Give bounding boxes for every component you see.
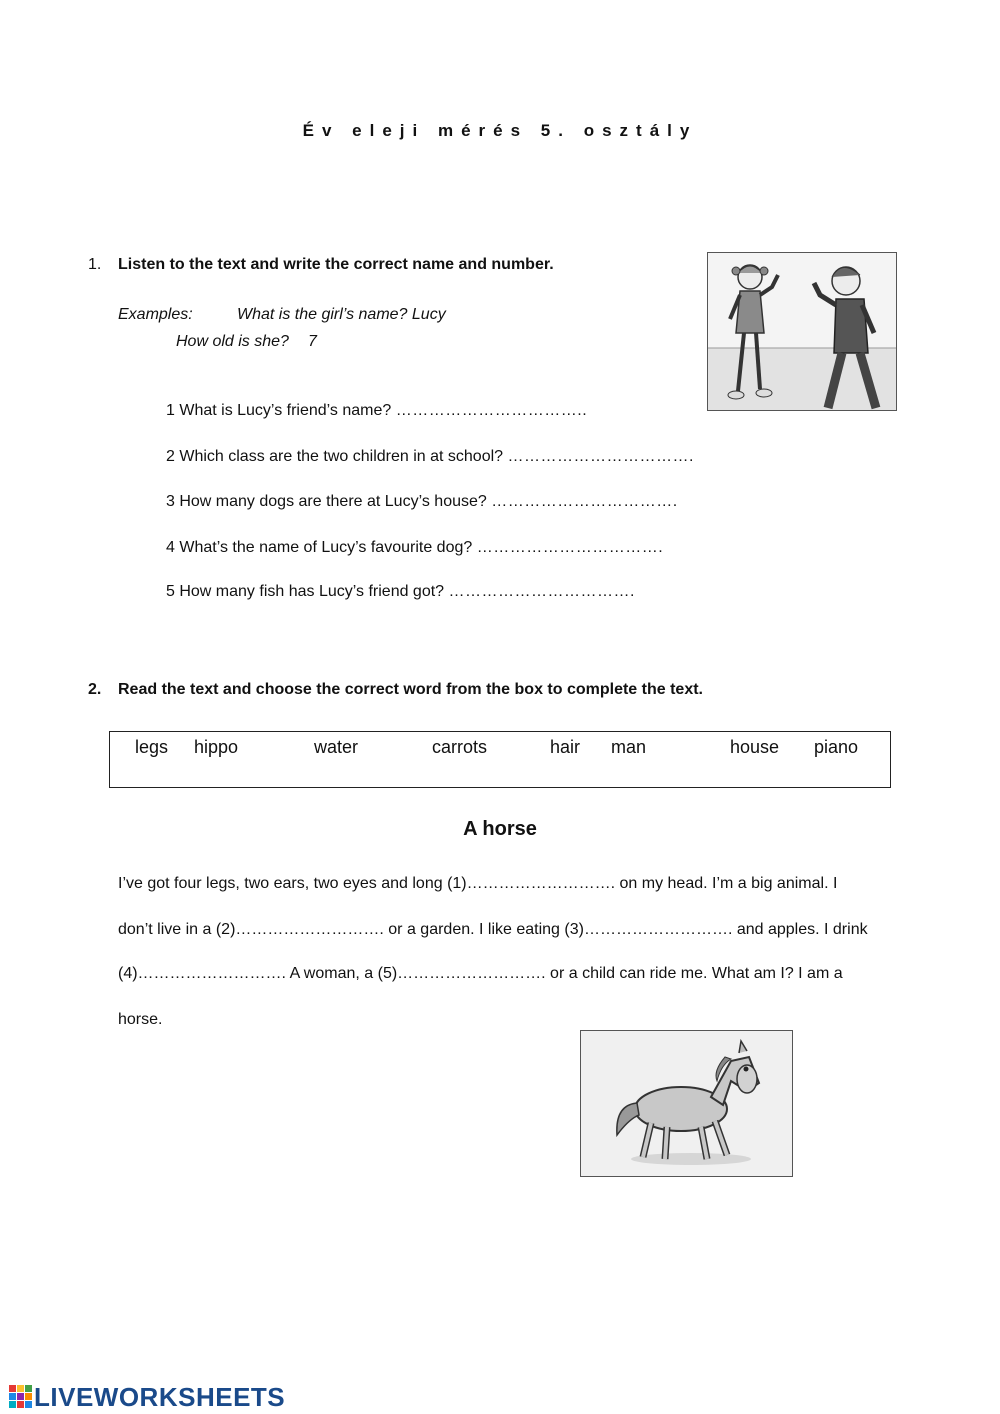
word-box-item: piano xyxy=(814,737,859,757)
word-box-item: hair xyxy=(550,737,581,757)
item-text: 3 How many dogs are there at Lucy’s house? xyxy=(166,493,487,510)
text-line: I’ve got four legs, two ears, two eyes and long (1)………………………. on my head. I’m a big animal. I xyxy=(118,875,838,892)
word-box-item: legs xyxy=(135,737,169,757)
text-line: don’t live in a (2)………………………. or a garden. I like eating (3)………………………. and apples. I drink xyxy=(118,921,868,938)
word-box-item: hippo xyxy=(194,737,239,757)
question-1-item xyxy=(166,402,587,420)
page-title: Év eleji mérés 5. osztály xyxy=(302,121,698,140)
question-2-instruction: Read the text and choose the correct word from the box to complete the text. xyxy=(118,681,703,698)
text-heading: A horse xyxy=(463,818,537,840)
children-waving-illustration xyxy=(707,252,897,411)
word-box-item: house xyxy=(730,737,780,757)
examples-label: Examples: xyxy=(118,306,193,323)
answer-blank[interactable]: ……………………………. xyxy=(448,583,635,600)
text-line: horse. xyxy=(118,1011,163,1028)
question-2-number: 2. xyxy=(88,681,102,698)
word-box-item: man xyxy=(611,737,647,757)
answer-blank[interactable]: …………………………….. xyxy=(395,402,588,419)
example-2: How old is she? xyxy=(176,333,289,350)
question-1-instruction: Listen to the text and write the correct name and number. xyxy=(118,256,554,273)
text-line: (4)………………………. A woman, a (5)………………………. or a child can ride me. What am I? I am a xyxy=(118,965,843,982)
item-text: 2 Which class are the two children in at school? xyxy=(166,448,504,465)
question-1-item xyxy=(166,583,635,601)
item-text: 5 How many fish has Lucy’s friend got? xyxy=(166,583,445,600)
word-box-item: carrots xyxy=(432,737,488,757)
liveworksheets-logo[interactable] xyxy=(8,1382,285,1412)
question-1-number: 1. xyxy=(88,256,102,273)
example-2-answer: 7 xyxy=(308,333,317,350)
question-1-item xyxy=(166,493,678,511)
answer-blank[interactable]: ……………………………. xyxy=(476,539,664,556)
liveworksheets-brand-text: LIVEWORKSHEETS xyxy=(34,1381,286,1412)
horse-illustration xyxy=(580,1030,793,1177)
liveworksheets-logo-icon xyxy=(8,1384,34,1410)
question-1-item xyxy=(166,539,663,557)
example-1: What is the girl’s name? Lucy xyxy=(237,306,446,323)
answer-blank[interactable]: ……………………………. xyxy=(507,448,694,465)
item-text: 4 What’s the name of Lucy’s favourite dog? xyxy=(166,539,473,556)
item-text: 1 What is Lucy’s friend’s name? xyxy=(166,402,392,419)
answer-blank[interactable]: ……………………………. xyxy=(491,493,678,510)
word-box-item: water xyxy=(314,737,359,757)
question-1-item xyxy=(166,448,694,466)
